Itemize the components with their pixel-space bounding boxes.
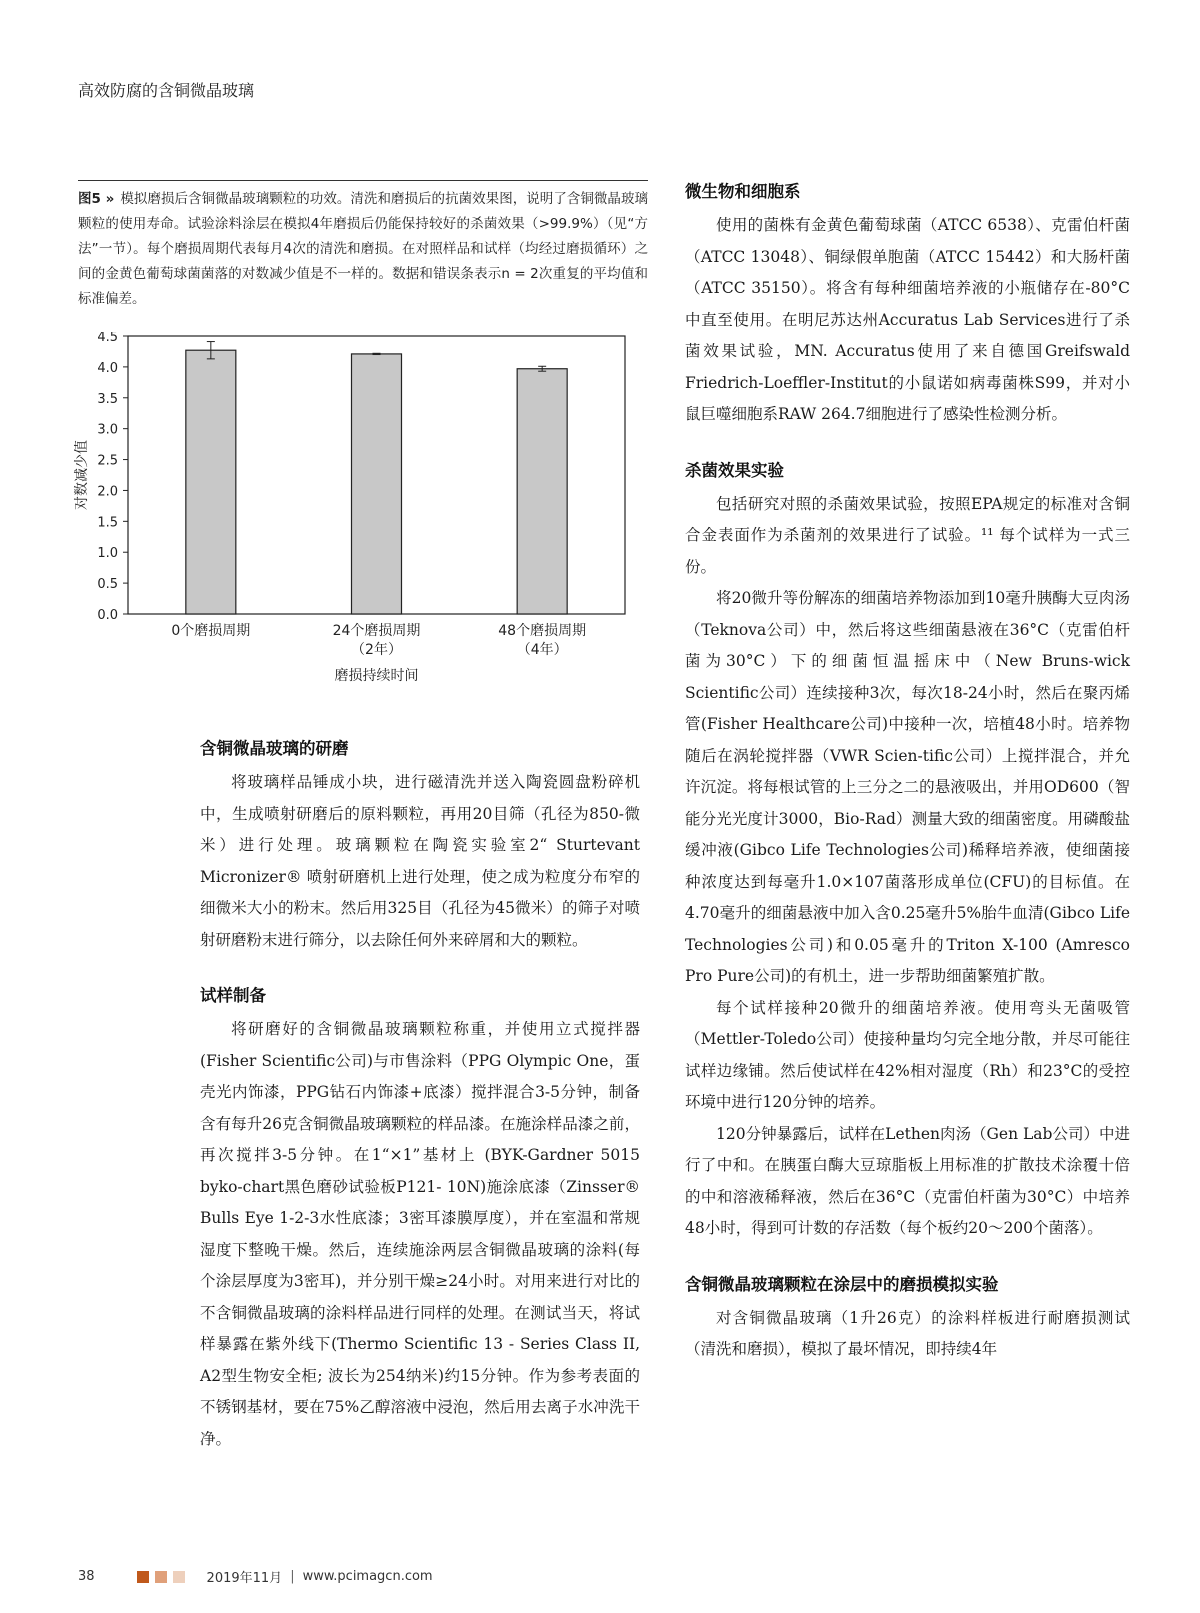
body-paragraph: 将研磨好的含铜微晶玻璃颗粒称重，并使用立式搅拌器(Fisher Scientific公司)与市售涂料（PPG Olympic One，蛋壳光内饰漆，PPG钻石内饰漆+底漆）搅拌混合3-5分钟，制备含有每升26克含铜微晶玻璃颗粒的样品漆。在施涂样品漆之前，再次搅拌3-5分钟。在1“×1”基材上 (BYK-Gardner 5015 byko-chart黑色磨砂试验板P121- 10N)施涂底漆（Zinsser® Bulls Eye 1-2-3水性底漆；3密耳漆膜厚度），并在室温和常规湿度下整晚干燥。然后，连续施涂两层含铜微晶玻璃的涂料(每个涂层厚度为3密耳)，并分别干燥≥24小时。对用来进行对比的不含铜微晶玻璃的涂料样品进行同样的处理。在测试当天，将试样暴露在紫外线下(Thermo Scientific 13 - Series Class II, A2型生物安全柜; 波长为254纳米)约15分钟。作为参考表面的不锈钢基材，要在75%乙醇溶液中浸泡，然后用去离子水冲洗干净。 — [200, 1020, 640, 1448]
bar — [352, 354, 402, 614]
x-axis-title: 磨损持续时间 — [334, 668, 419, 684]
x-category-label: 48个磨损周期 — [498, 623, 587, 639]
y-tick-label: 3.5 — [97, 391, 118, 407]
left-column — [200, 735, 640, 1455]
body-paragraph: 将20微升等份解冻的细菌培养物添加到10毫升胰酶大豆肉汤（Teknova公司）中，然后将这些细菌悬液在36°C（克雷伯杆菌为30°C）下的细菌恒温摇床中（New Bruns-wick Scientific公司）连续接种3次，每次18-24小时，然后在聚丙烯管(Fisher Healthcare公司)中接种一次，培植48小时。培养物随后在涡轮搅拌器（VWR Scien-tific公司）上搅拌混合，并允许沉淀。将每根试管的上三分之二的悬液吸出，并用OD600（智能分光光度计3000，Bio-Rad）测量大致的细菌密度。用磷酸盐缓冲液(Gibco Life Technologies公司)稀释培养液，使细菌接种浓度达到每毫升1.0×107菌落形成单位(CFU)的目标值。在4.70毫升的细菌悬液中加入含0.25毫升5%胎牛血清(Gibco Life Technologies公司)和0.05毫升的Triton X-100 (Amresco Pro Pure公司)的有机土，进一步帮助细菌繁殖扩散。 — [685, 589, 1130, 985]
footer — [78, 1567, 433, 1586]
x-category-sublabel: （2年） — [351, 642, 402, 658]
figure-label: 图5 » — [78, 191, 115, 207]
body-paragraph: 将玻璃样品锤成小块，进行磁清洗并送入陶瓷圆盘粉碎机中，生成喷射研磨后的原料颗粒，再用20目筛（孔径为850-微米）进行处理。玻璃颗粒在陶瓷实验室2“ Sturtevant Micronizer® 喷射研磨机上进行处理，使之成为粒度分布窄的细微米大小的粉末。然后用325目（孔径为45微米）的筛子对喷射研磨粉末进行筛分，以去除任何外来碎屑和大的颗粒。 — [200, 773, 640, 949]
bar-chart — [70, 332, 640, 692]
page-number: 38 — [78, 1569, 95, 1584]
footer-square-1 — [137, 1571, 149, 1583]
section-heading: 含铜微晶玻璃颗粒在涂层中的磨损模拟实验 — [685, 1274, 999, 1294]
right-column — [685, 178, 1130, 1366]
body-paragraph: 使用的菌株有金黄色葡萄球菌（ATCC 6538）、克雷伯杆菌（ATCC 13048）、铜绿假单胞菌（ATCC 15442）和大肠杆菌（ATCC 35150）。将含有每种细菌培养液的小瓶储存在-80°C中直至使用。在明尼苏达州Accuratus Lab Services进行了杀菌效果试验，MN. Accuratus使用了来自德国Greifswald Friedrich-Loeffler-Institut的小鼠诺如病毒菌株S99，并对小鼠巨噬细胞系RAW 264.7细胞进行了感染性检测分析。 — [685, 216, 1130, 423]
caption-rule — [78, 180, 648, 181]
x-category-label: 24个磨损周期 — [332, 623, 421, 639]
footer-url: www.pcimagcn.com — [302, 1569, 433, 1584]
y-tick-label: 4.5 — [97, 332, 118, 345]
body-paragraph: 包括研究对照的杀菌效果试验，按照EPA规定的标准对含铜合金表面作为杀菌剂的效果进行了试验。¹¹ 每个试样为一式三份。 — [685, 494, 1130, 576]
bar — [186, 350, 236, 614]
section-heading: 微生物和细胞系 — [685, 182, 801, 201]
y-axis-title: 对数减少值 — [74, 440, 90, 510]
figure-caption-text: 模拟磨损后含铜微晶玻璃颗粒的功效。清洗和磨损后的抗菌效果图，说明了含铜微晶玻璃颗粒的使用寿命。试验涂料涂层在模拟4年磨损后仍能保持较好的杀菌效果（>99.9%）（见“方法”一节）。每个磨损周期代表每月4次的清洗和磨损。在对照样品和试样（均经过磨损循环）之间的金黄色葡萄球菌菌落的对数减少值是不一样的。数据和错误条表示n = 2次重复的平均值和标准偏差。 — [78, 191, 648, 307]
footer-square-3 — [173, 1571, 185, 1583]
x-category-label: 0个磨损周期 — [171, 623, 251, 639]
running-title: 高效防腐的含铜微晶玻璃 — [78, 81, 255, 100]
footer-date: 2019年11月 — [206, 1571, 283, 1586]
x-category-sublabel: （4年） — [516, 642, 568, 658]
footer-square-2 — [155, 1571, 167, 1583]
section-heading: 杀菌效果实验 — [685, 460, 784, 480]
y-tick-label: 0.0 — [97, 608, 118, 623]
y-tick-label: 2.0 — [97, 484, 118, 500]
body-paragraph: 每个试样接种20微升的细菌培养液。使用弯头无菌吸管（Mettler-Toledo公司）使接种量均匀完全地分散，并尽可能往试样边缘铺。然后使试样在42%相对湿度（Rh）和23°C的受控环境中进行120分钟的培养。 — [685, 998, 1130, 1111]
y-tick-label: 3.0 — [97, 422, 118, 438]
section-heading: 含铜微晶玻璃的研磨 — [200, 739, 349, 758]
body-paragraph: 对含铜微晶玻璃（1升26克）的涂料样板进行耐磨损测试（清洗和磨损），模拟了最坏情况，即持续4年 — [685, 1308, 1130, 1358]
body-paragraph: 120分钟暴露后，试样在Lethen肉汤（Gen Lab公司）中进行了中和。在胰蛋白酶大豆琼脂板上用标准的扩散技术涂覆十倍的中和溶液稀释液，然后在36°C（克雷伯杆菌为30°C）中培养48小时，得到可计数的存活数（每个板约20～200个菌落）。 — [685, 1124, 1130, 1237]
section-heading: 试样制备 — [200, 986, 266, 1005]
footer-separator: | — [290, 1569, 295, 1584]
figure-caption — [78, 187, 648, 312]
bar — [517, 369, 567, 614]
y-tick-label: 2.5 — [97, 453, 118, 469]
y-tick-label: 4.0 — [97, 360, 118, 376]
y-tick-label: 1.0 — [97, 546, 118, 562]
y-tick-label: 0.5 — [97, 577, 118, 593]
y-tick-label: 1.5 — [97, 515, 118, 531]
